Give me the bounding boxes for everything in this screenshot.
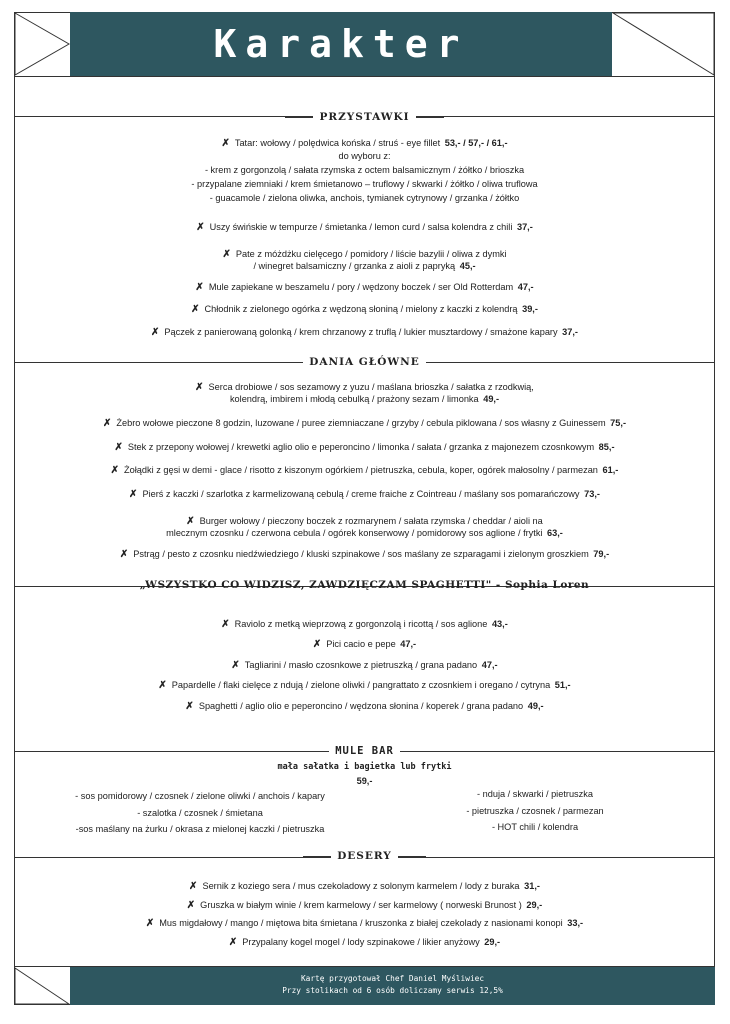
item-name: Sernik z koziego sera / mus czekoladowy z solonym karmelem / lody z buraka (202, 881, 520, 891)
marker-icon: ✗ (231, 660, 240, 671)
menu-item (14, 679, 715, 692)
item-name-cont: mlecznym czosnku / czerwona cebula / ogórek konserwowy / pomidorowy sos aglione / frytki (166, 528, 543, 538)
marker-icon: ✗ (189, 881, 198, 892)
menu-item (14, 638, 715, 651)
item-name: Burger wołowy / pieczony boczek z rozmarynem / sałata rzymska / cheddar / aioli na (199, 516, 543, 526)
menu-line: - guacamole / zielona oliwka, anchois, tymianek cytrynowy / grzanka / żółtko (209, 193, 520, 203)
item-price: 53,- / 57,- / 61,- (444, 138, 508, 148)
item-price: 61,- (602, 465, 619, 475)
item-name: Serca drobiowe / sos sezamowy z yuzu / maślana brioszka / sałatka z rzodkwią, (208, 382, 534, 392)
item-name: Uszy świńskie w tempurze / śmietanka / lemon curd / salsa kolendra z chili (209, 222, 513, 232)
menu-item-cont (14, 260, 715, 272)
item-price: 39,- (522, 304, 538, 314)
marker-icon: ✗ (191, 304, 200, 315)
corner-triangle-top-left (14, 12, 70, 76)
section-header-przystawki (14, 111, 715, 123)
menu-item (14, 917, 715, 930)
menu-item (14, 303, 715, 316)
item-price: 63,- (547, 528, 563, 538)
item-price: 33,- (567, 918, 584, 928)
item-name: Stek z przepony wołowej / krewetki aglio olio e peperoncino / limonka / sałata / grzanka z majonezem czosnkowym (127, 442, 595, 452)
item-name: Pączek z panierowaną golonką / krem chrzanowy z truflą / lukier musztardowy / smażone kapary (164, 327, 558, 337)
menu-line: - krem z gorgonzolą / sałata rzymska z octem balsamicznym / żółtko / brioszka (204, 165, 525, 175)
item-price: 79,- (593, 549, 610, 559)
menu-item-cont (14, 393, 715, 405)
item-name: Przypalany kogel mogel / lody szpinakowe / likier anyżowy (242, 937, 480, 947)
marker-icon: ✗ (185, 701, 194, 712)
section-title: DANIA GŁÓWNE (303, 356, 426, 368)
menu-item (14, 441, 715, 454)
item-name: Tagliarini / masło czosnkowe z pietruszką / grana padano (244, 660, 478, 670)
item-price: 31,- (524, 881, 540, 891)
menu-item (14, 221, 715, 234)
marker-icon: ✗ (151, 327, 160, 338)
marker-icon: ✗ (186, 900, 196, 911)
item-price: 49,- (483, 394, 500, 404)
item-price: 45,- (459, 261, 476, 271)
marker-icon: ✗ (129, 489, 138, 500)
item-price: 29,- (526, 900, 543, 910)
item-name: Żebro wołowe pieczone 8 godzin, luzowane / puree ziemniaczane / grzyby / cebula piklowana / sos własny z Guinessem (116, 418, 606, 428)
item-price: 47,- (517, 282, 534, 292)
item-price: 73,- (584, 489, 600, 499)
item-name: Mule zapiekane w beszamelu / pory / wędzony boczek / ser Old Rotterdam (208, 282, 514, 292)
item-name-cont: / winegret balsamiczny / grzanka z aioli z papryką (253, 261, 456, 271)
marker-icon: ✗ (228, 937, 238, 948)
mule-option-left: -sos maślany na żurku / okrasa z mielonej kaczki / pietruszka (75, 824, 325, 834)
item-name: Żołądki z gęsi w demi - glace / risotto z kiszonym ogórkiem / pietruszka, cebula, koper, ogórek małosolny / parmezan (124, 465, 598, 475)
menu-item (14, 659, 715, 672)
mule-option-right: - HOT chili / kolendra (491, 822, 579, 832)
item-name: Raviolo z metką wieprzową z gorgonzolą i ricottą / sos aglione (234, 619, 488, 629)
item-name: Tatar: wołowy / polędwica końska / struś - eye fillet (234, 138, 441, 148)
marker-icon: ✗ (221, 619, 230, 630)
mule-option-left: - sos pomidorowy / czosnek / zielone oliwki / anchois / kapary (75, 791, 325, 801)
footer-service-note: Przy stolikach od 6 osób doliczamy serwis 12,5% (282, 986, 503, 995)
menu-item (14, 936, 715, 949)
menu-item (14, 548, 715, 561)
corner-triangle-top-right (612, 12, 715, 76)
item-name: Pstrąg / pesto z czosnku niedźwiedziego / kluski szpinakowe / sos maślany ze szparagami i zielonym groszkiem (133, 549, 589, 559)
menu-item (14, 899, 715, 912)
marker-icon: ✗ (312, 639, 322, 650)
section-title: DESERY (331, 850, 398, 862)
item-price: 49,- (527, 701, 544, 711)
item-name: Pici cacio e pepe (326, 639, 396, 649)
mule-price: 59,- (356, 776, 373, 786)
menu-item (14, 417, 715, 430)
mule-option-left: - szalotka / czosnek / śmietana (137, 808, 263, 818)
menu-item (14, 618, 715, 631)
marker-icon: ✗ (221, 138, 230, 149)
section-header-mule-bar (14, 745, 715, 757)
divider (14, 76, 715, 77)
menu-item (14, 488, 715, 501)
item-name-cont: kolendrą, imbirem i młodą cebulką / prażony sezam / limonka (229, 394, 479, 404)
marker-icon: ✗ (102, 418, 112, 429)
marker-icon: ✗ (158, 680, 167, 691)
marker-icon: ✗ (119, 549, 129, 560)
item-price: 51,- (554, 680, 571, 690)
item-price: 75,- (610, 418, 627, 428)
menu-item (14, 137, 715, 150)
item-name: Spaghetti / aglio olio e peperoncino / wędzona słonina / koperek / grana padano (198, 701, 524, 711)
item-price: 47,- (400, 639, 417, 649)
menu-item (14, 880, 715, 893)
marker-icon: ✗ (195, 382, 204, 393)
mule-option-right: - nduja / skwarki / pietruszka (477, 789, 593, 799)
item-name: Mus migdałowy / mango / miętowa bita śmietana / kruszonka z białej czekolady z nasionami konopi (159, 918, 563, 928)
item-price: 43,- (491, 619, 508, 629)
item-price: 29,- (484, 937, 501, 947)
item-price: 37,- (562, 327, 578, 337)
corner-triangle-bottom-left (14, 967, 70, 1005)
item-name: Chłodnik z zielonego ogórka z wędzoną słoniną / mielony z kaczki z kolendrą (204, 304, 518, 314)
section-title: PRZYSTAWKI (313, 111, 415, 123)
footer (70, 967, 715, 1005)
menu-item (14, 326, 715, 339)
marker-icon: ✗ (145, 918, 155, 929)
quote-heading: „WSZYSTKO CO WIDZISZ, ZAWDZIĘCZAM SPAGHETTI" - Sophia Loren (139, 579, 590, 591)
marker-icon: ✗ (186, 516, 195, 527)
marker-icon: ✗ (114, 442, 123, 453)
mule-option-right: - pietruszka / czosnek / parmezan (466, 806, 604, 816)
marker-icon: ✗ (195, 282, 204, 293)
menu-line: - przypalane ziemniaki / krem śmietanowo – truflowy / skwarki / żółtko / oliwa truflowa (191, 179, 538, 189)
item-name: Gruszka w białym winie / krem karmelowy / ser karmelowy ( norweski Brunost ) (200, 900, 522, 910)
section-title: MULE BAR (329, 745, 400, 757)
menu-item (14, 700, 715, 713)
item-name: Pate z móżdżku cielęcego / pomidory / liście bazylii / oliwa z dymki (235, 249, 507, 259)
menu-line: do wyboru z: (338, 151, 391, 161)
marker-icon: ✗ (110, 465, 120, 476)
menu-item (14, 464, 715, 477)
page-title: Karakter (213, 22, 469, 66)
marker-icon: ✗ (196, 222, 205, 233)
footer-chef: Kartę przygotował Chef Daniel Myśliwiec (300, 974, 485, 983)
item-name: Papardelle / flaki cielęce z ndują / zielone oliwki / pangrattato z czosnkiem i oregano / cytryna (171, 680, 551, 690)
menu-item (14, 281, 715, 294)
marker-icon: ✗ (222, 249, 231, 260)
item-name: Pierś z kaczki / szarlotka z karmelizowaną cebulą / creme fraiche z Cointreau / maślany sos pomarańczowy (142, 489, 580, 499)
item-price: 47,- (481, 660, 498, 670)
menu-item-cont (14, 527, 715, 539)
mule-subtitle: mała sałatka i bagietka lub frytki (277, 762, 452, 772)
item-price: 85,- (598, 442, 615, 452)
section-header-desery (14, 850, 715, 862)
item-price: 37,- (516, 222, 533, 232)
section-header-dania (14, 356, 715, 368)
